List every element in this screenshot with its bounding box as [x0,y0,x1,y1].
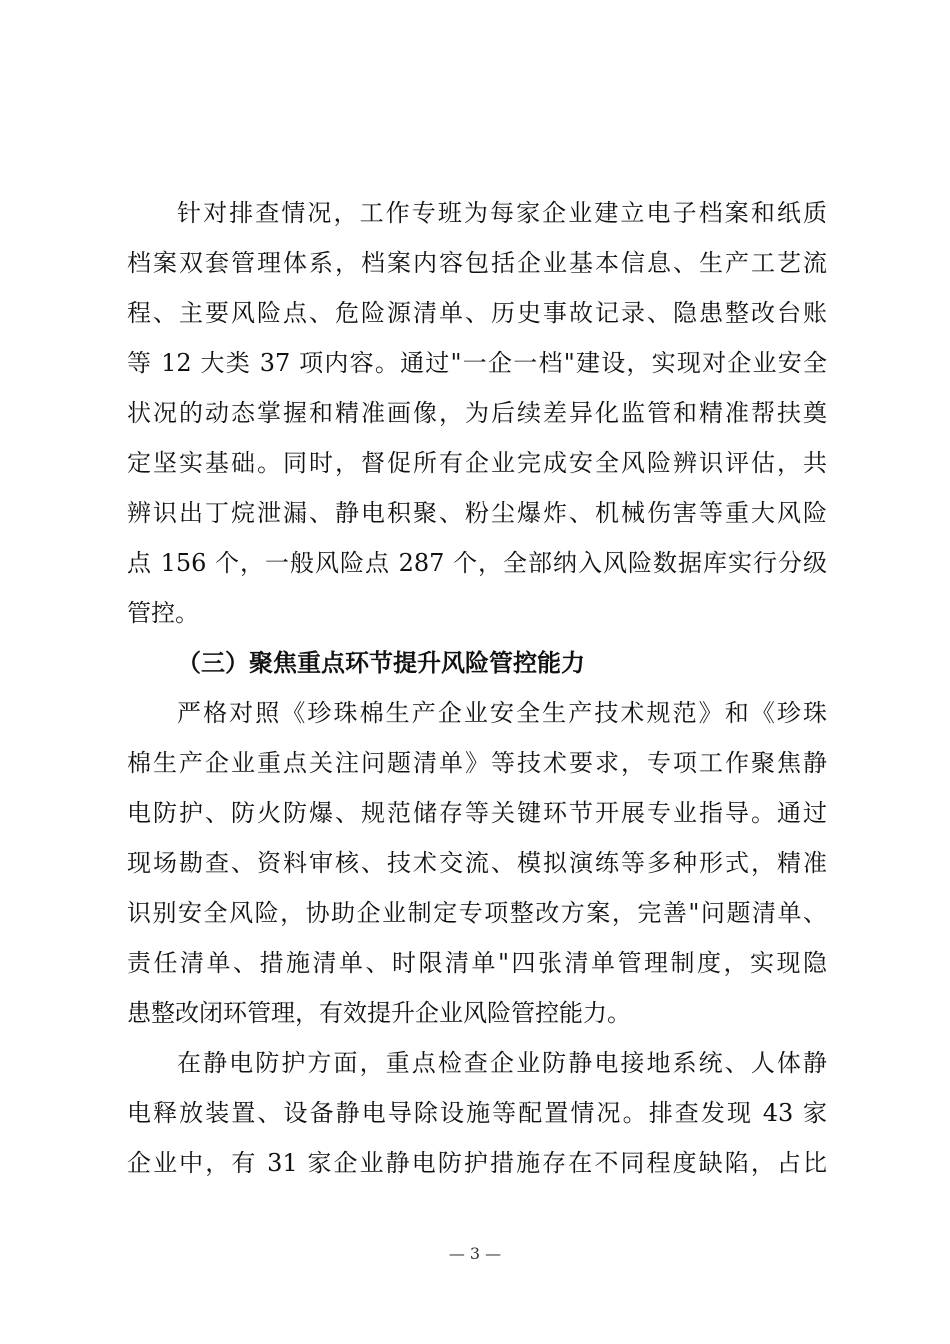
text-line: 电释放装置、设备静电导除设施等配置情况。排查发现 43 家 [127,1099,827,1127]
text-line: 管控。 [127,599,199,627]
text-line: 企业中，有 31 家企业静电防护措施存在不同程度缺陷，占比 [127,1149,827,1177]
text-line: 状况的动态掌握和精准画像，为后续差异化监管和精准帮扶奠 [127,399,827,427]
section-heading: （三）聚焦重点环节提升风险管控能力 [177,649,585,677]
text-line: 档案双套管理体系，档案内容包括企业基本信息、生产工艺流 [127,249,827,277]
text-line: 棉生产企业重点关注问题清单》等技术要求，专项工作聚焦静 [127,749,827,777]
document-body [127,188,827,1188]
text-line: 责任清单、措施清单、时限清单"四张清单管理制度，实现隐 [127,949,827,977]
paragraph [127,188,827,638]
text-line: 严格对照《珍珠棉生产企业安全生产技术规范》和《珍珠 [177,699,827,727]
text-line: 现场勘查、资料审核、技术交流、模拟演练等多种形式，精准 [127,849,827,877]
text-line: 程、主要风险点、危险源清单、历史事故记录、隐患整改台账 [127,299,827,327]
text-line: 患整改闭环管理，有效提升企业风险管控能力。 [127,999,631,1027]
text-line: 针对排查情况，工作专班为每家企业建立电子档案和纸质 [177,199,827,227]
text-line: 识别安全风险，协助企业制定专项整改方案，完善"问题清单、 [127,899,827,927]
page-number: — 3 — [448,1244,502,1263]
text-line: 电防护、防火防爆、规范储存等关键环节开展专业指导。通过 [127,799,827,827]
text-line: 定坚实基础。同时，督促所有企业完成安全风险辨识评估，共 [127,449,827,477]
paragraph [127,688,827,1038]
text-line: 等 12 大类 37 项内容。通过"一企一档"建设，实现对企业安全 [127,349,827,377]
text-line: 辨识出丁烷泄漏、静电积聚、粉尘爆炸、机械伤害等重大风险 [127,499,827,527]
text-line: 在静电防护方面，重点检查企业防静电接地系统、人体静 [177,1049,827,1077]
text-line: 点 156 个，一般风险点 287 个，全部纳入风险数据库实行分级 [127,549,827,577]
paragraph [127,1038,827,1188]
